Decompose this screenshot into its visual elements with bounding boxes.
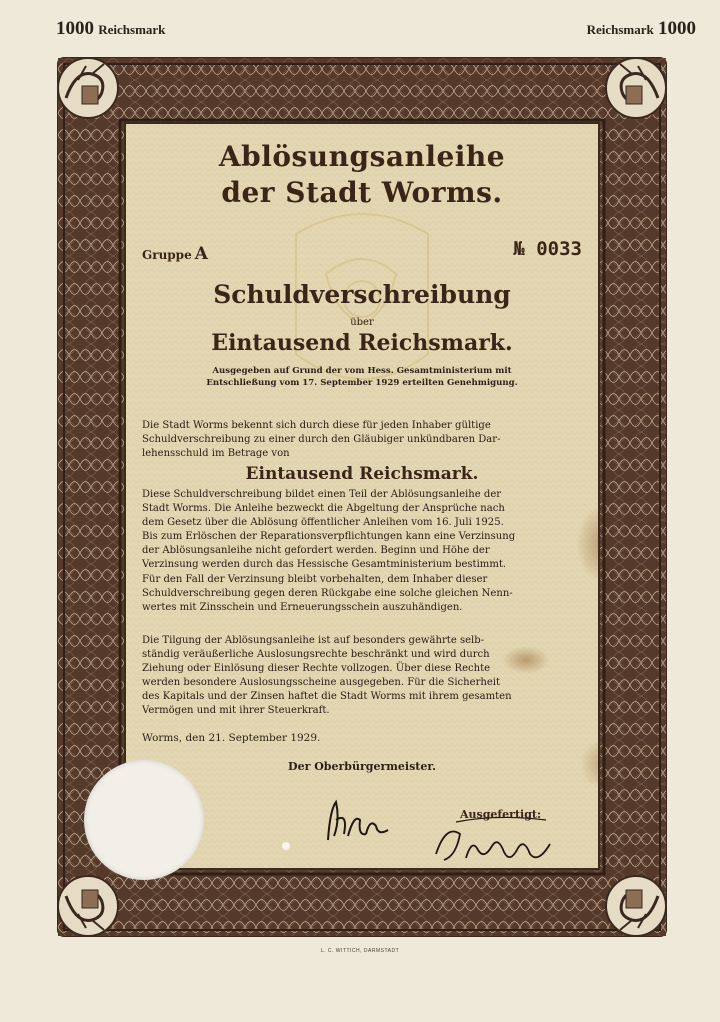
face-amount: Eintausend Reichsmark. xyxy=(211,330,513,356)
document-type: Schuldverschreibung xyxy=(213,280,511,309)
bond-title-line1: Ablösungsanleihe xyxy=(218,140,506,173)
dragon-emblem-icon xyxy=(52,52,124,124)
mayor-title: Der Oberbürgermeister. xyxy=(288,760,436,773)
dragon-emblem-icon xyxy=(600,52,672,124)
bond-title-line2: der Stadt Worms. xyxy=(221,176,503,209)
dragon-emblem-icon xyxy=(600,870,672,942)
printer-imprint: L. C. WITTICH, DARMSTADT xyxy=(320,948,400,954)
text-panel xyxy=(126,124,598,868)
issued-by-label: Ausgefertigt: xyxy=(460,808,542,821)
group-label: Gruppe A xyxy=(142,244,208,264)
dragon-emblem-icon xyxy=(52,870,124,942)
denomination-top-left: 1000 Reichsmark xyxy=(56,18,166,39)
mayor-signature xyxy=(314,790,404,850)
group-value: A xyxy=(194,244,208,264)
body-paragraph-1: Die Stadt Worms bekennt sich durch diese für jeden Inhaber gültige Schuldverschreibung zu einer durch den Gläubiger unkündbaren Dar- lehensschuld im Betrage von xyxy=(142,420,501,460)
body-paragraph-3: Die Tilgung der Ablösungsanleihe ist auf besonders gewährte selb- ständig veräußerliche Auslosungsrechte beschränkt und wird durch Ziehung oder Einlösung dieser Rechte vollzogen. Über diese Rechte werden besondere Auslosungsscheine ausgegeben. Für die Sicherheit des Kapitals und der Zinsen haftet die Stadt Worms mit ihrem gesamten Vermögen und mit ihrer Steuerkraft. xyxy=(142,635,512,717)
clerk-signature xyxy=(426,814,566,874)
denomination-top-right: Reichsmark 1000 xyxy=(586,18,696,39)
place-and-date: Worms, den 21. September 1929. xyxy=(142,732,321,744)
serial-number: № 0033 xyxy=(513,238,582,260)
over-label: über xyxy=(350,317,374,328)
embossed-seal xyxy=(84,760,204,880)
amount-in-words: Eintausend Reichsmark. xyxy=(245,464,479,484)
issuance-note: Ausgegeben auf Grund der vom Hess. Gesamtministerium mit Entschließung vom 17. September 1929 erteilten Genehmigung. xyxy=(206,366,518,388)
cancellation-punch-hole xyxy=(282,842,290,850)
body-paragraph-2: Diese Schuldverschreibung bildet einen Teil der Ablösungsanleihe der Stadt Worms. Die Anleihe bezweckt die Abgeltung der Ansprüche nach dem Gesetz über die Ablösung öffentlicher Anleihen vom 16. Juli 1925. Bis zum Erlöschen der Reparationsverpflichtungen kann eine Verzinsung der Ablösungsanleihe nicht gefordert werden. Beginn und Höhe der Verzinsung werden durch das Hessische Gesamtministerium bestimmt. Für den Fall der Verzinsung bleibt vorbehalten, dem Inhaber dieser Schuldverschreibung gegen deren Rückgabe eine solche gleichen Nenn- wertes mit Zinsschein und Erneuerungsschein auszuhändigen. xyxy=(142,489,516,613)
